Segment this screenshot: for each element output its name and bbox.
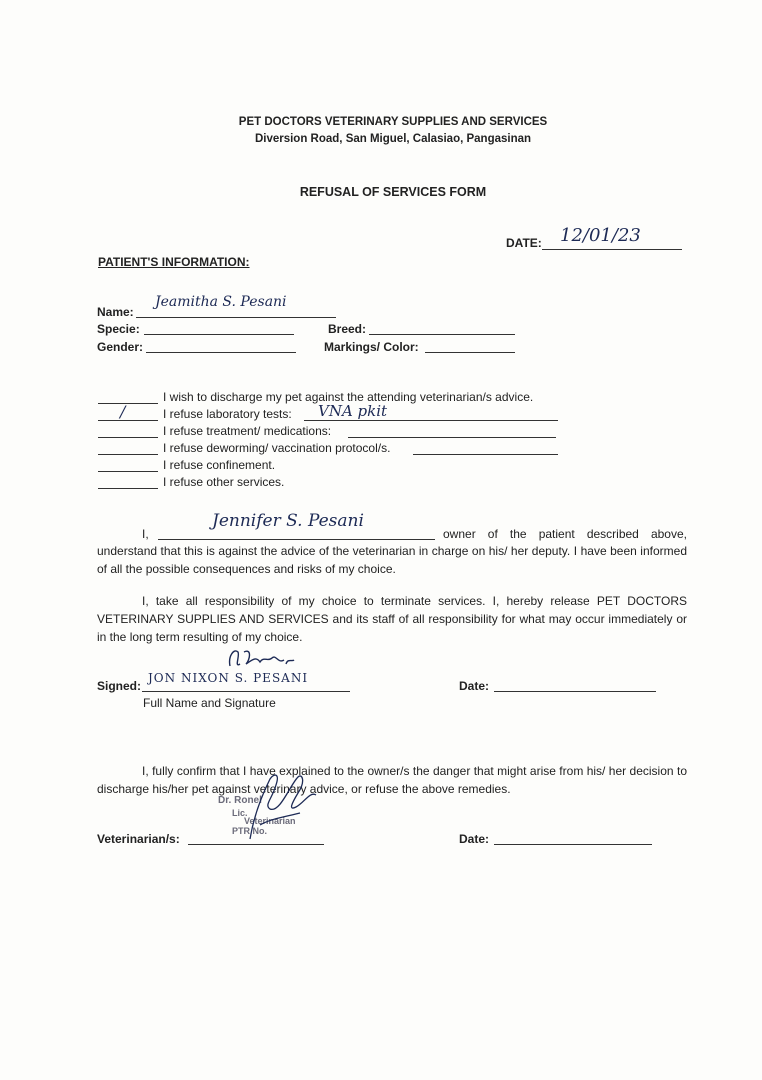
- vet-field[interactable]: [188, 844, 324, 845]
- release-statement: [97, 592, 687, 646]
- option-blank[interactable]: [98, 471, 158, 472]
- option-text: I refuse laboratory tests:: [163, 407, 292, 421]
- owner-name-field[interactable]: [158, 539, 435, 540]
- markings-field[interactable]: [425, 352, 515, 353]
- signed-value: JON NIXON S. PESANI: [148, 671, 309, 685]
- option-blank[interactable]: [98, 454, 158, 455]
- gender-field[interactable]: [146, 352, 296, 353]
- markings-label: Markings/ Color:: [324, 340, 419, 354]
- vet-date-field[interactable]: [494, 844, 652, 845]
- option-blank[interactable]: [98, 488, 158, 489]
- name-label: Name:: [97, 305, 134, 319]
- vet-statement: [97, 762, 687, 798]
- name-field[interactable]: [136, 317, 336, 318]
- name-value: Jeamitha S. Pesani: [155, 294, 287, 310]
- owner-statement-prefix: I,: [142, 527, 149, 541]
- option-blank[interactable]: [98, 403, 158, 404]
- stamp-line: Lic.: [232, 808, 248, 818]
- clinic-address: Diversion Road, San Miguel, Calasiao, Pangasinan: [254, 133, 532, 145]
- option-detail-field[interactable]: [348, 437, 556, 438]
- vet-statement-text: I, fully confirm that I have explained to the owner/s the danger that might arise from his/ her decision to discharge his/her pet against veterinary advice, or refuse the above remedies.: [97, 764, 687, 796]
- option-text: I refuse confinement.: [163, 458, 276, 472]
- release-statement-text: I, take all responsibility of my choice to terminate services. I, hereby release PET DOCTORS VETERINARY SUPPLIES AND SERVICES and its staff of all responsibility for what may occur immediately or in the long term resulting of my choice.: [97, 594, 687, 644]
- option-detail-field[interactable]: [413, 454, 558, 455]
- stamp-line: PTR No.: [232, 826, 267, 836]
- date-label: DATE:: [506, 236, 542, 250]
- signed-label: Signed:: [97, 679, 141, 693]
- vet-signature-scribble: [240, 765, 330, 845]
- option-detail-value: VNA pkit: [318, 402, 388, 420]
- gender-label: Gender:: [97, 340, 144, 354]
- signature-scribble: [226, 646, 296, 672]
- option-check-mark: /: [120, 402, 126, 421]
- option-text: I refuse deworming/ vaccination protocol/s.: [163, 441, 391, 455]
- signed-sub-label: Full Name and Signature: [143, 696, 276, 710]
- date-value: 12/01/23: [560, 225, 641, 246]
- clinic-name: PET DOCTORS VETERINARY SUPPLIES AND SERVICES: [238, 116, 548, 128]
- breed-field[interactable]: [369, 334, 515, 335]
- owner-statement-body: understand that this is against the advice of the veterinarian in charge on his/ her deputy. I have been informed of all the possible consequences and risks of my choice.: [97, 544, 687, 576]
- form-title: REFUSAL OF SERVICES FORM: [299, 185, 487, 199]
- owner-name-value: Jennifer S. Pesani: [212, 511, 364, 531]
- option-text: I refuse other services.: [163, 475, 285, 489]
- signed-date-label: Date:: [459, 679, 490, 693]
- stamp-line: Dr. Ronel: [218, 795, 262, 806]
- vet-date-label: Date:: [459, 832, 490, 846]
- breed-label: Breed:: [328, 322, 367, 336]
- owner-statement-line1: owner of the patient described above,: [443, 527, 687, 541]
- signed-date-field[interactable]: [494, 691, 656, 692]
- signed-field[interactable]: [142, 691, 350, 692]
- option-text: I wish to discharge my pet against the attending veterinarian/s advice.: [163, 390, 534, 404]
- specie-field[interactable]: [144, 334, 294, 335]
- date-field[interactable]: [542, 249, 682, 250]
- option-blank[interactable]: [98, 437, 158, 438]
- stamp-line: Veterinarian: [244, 816, 296, 826]
- option-blank[interactable]: [98, 420, 158, 421]
- vet-label: Veterinarian/s:: [97, 832, 180, 846]
- specie-label: Specie:: [97, 322, 140, 336]
- patient-section-title: PATIENT'S INFORMATION:: [98, 255, 250, 269]
- option-detail-field[interactable]: [304, 420, 558, 421]
- option-text: I refuse treatment/ medications:: [163, 424, 332, 438]
